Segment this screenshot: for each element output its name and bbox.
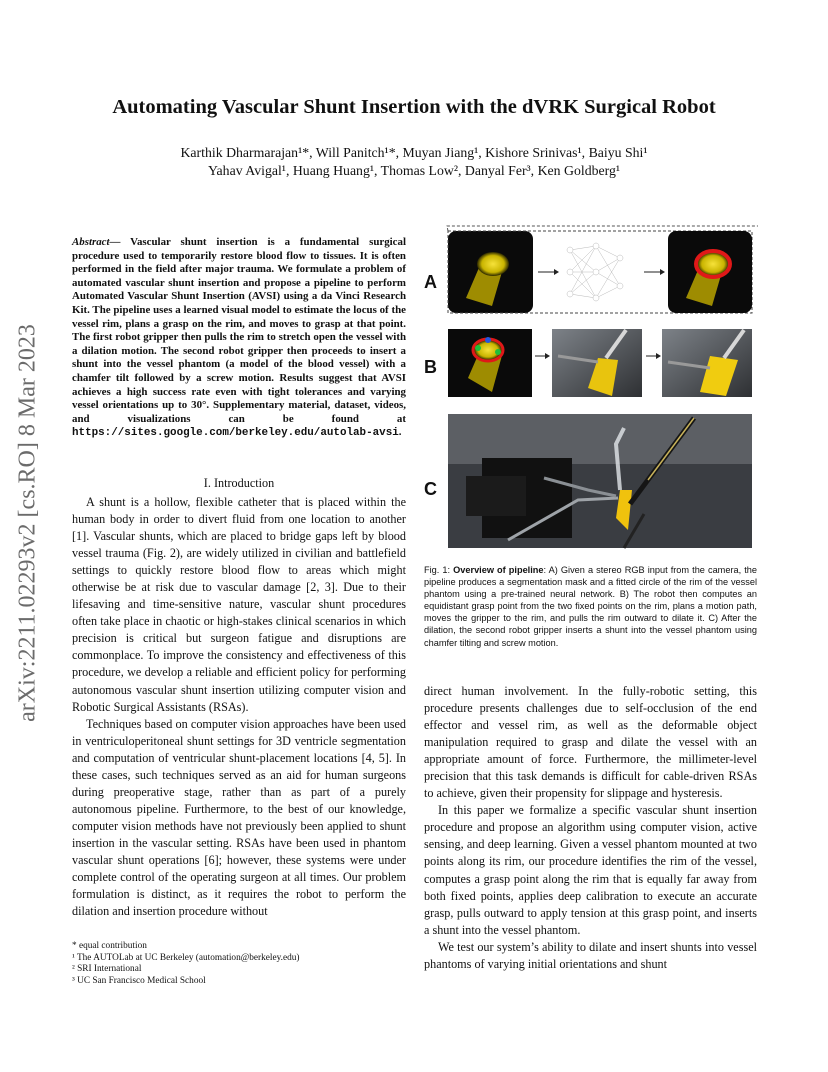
authors-line-2: Yahav Avigal¹, Huang Huang¹, Thomas Low², Danyal Fer³, Ken Goldberg¹ — [207, 163, 621, 178]
abstract: Abstract— Vascular shunt insertion is a fundamental surgical procedure used to temporarily restore blood flow to tissues. It is often performed in the field after major trauma. We formulate a problem of automated vascular shunt insertion and propose a pipeline to perform Automated Vascular Shunt Insertion (AVSI) using a da Vinci Research Kit. The pipeline uses a learned visual model to estimate the locus of the vessel rim, plans a grasp on the rim, and moves to grasp at that point. The first robot gripper then pulls the rim to stretch open the vessel with a dilation motion. The second robot gripper then proceeds to insert a shunt into the vessel phantom (a model of the blood vessel) with a chamfer tilt followed by a screw motion. Results suggest that AVSI achieves a high success rate even with tight tolerances and varying vessel orientations up to 30°. Supplementary material, dataset, videos, and visualizations can be found at https://sites.google.com/berkeley.edu/autolab-avsi. — [72, 236, 406, 440]
paper-title: Automating Vascular Shunt Insertion with the dVRK Surgical Robot — [112, 96, 716, 118]
figure-1-caption: Fig. 1: Overview of pipeline: A) Given a stereo RGB input from the camera, the pipeline produces a segmentation mask and a fitted circle of the rim of the vessel phantom using a pre-trained neural network. B) The robot then computes an equidistant grasp point from the two fixed points on the rim, plans a motion path, moves the gripper to the rim, and pulls the rim outward to dilate it. C) After the dilation, the second robot gripper inserts a shunt into the vessel phantom using chamfer tilting and screw motion. — [424, 565, 758, 648]
footnote: ³ UC San Francisco Medical School — [72, 976, 206, 987]
neural-network-icon — [567, 243, 623, 301]
right-paragraph-1: direct human involvement. In the fully-robotic setting, this procedure presents challenges due to self-occlusion of the end effector and vessel rim, as well as the deformable object manipulation required to grasp and dilate the vessel with an appropriate amount of force. Furthermore, the millimeter-level precision that this task demands is difficult for cable-driven RSAs to achieve, given their propensity for slippage and hysteresis. — [424, 684, 757, 801]
abstract-label: Abstract — [72, 236, 110, 248]
panel-label-a: A — [424, 272, 437, 292]
fixed-point — [475, 345, 481, 351]
intro-paragraph-2: Techniques based on computer vision approaches have been used in ventriculoperitoneal shunt settings for 3D ventricle segmentation and computation of ventricular shunt-placement locations [4, 5]. In these cases, such techniques served as an aid for human surgeons during preoperative stage, rather than as part of a purely autonomous pipeline. Furthermore, to the best of our knowledge, computer vision methods have not previously been applied to shunt insertion in the vascular setting. RSAs have been used in phantom vascular shunt operations [6]; however, these systems were under complete control of the operating surgeon at all times. Our problem formulation is distinct, as it requires the robot to perform the dilation and insertion procedure without — [72, 716, 406, 919]
right-paragraph-3: We test our system’s ability to dilate and insert shunts into vessel phantoms of varying initial orientations and shunt — [424, 939, 757, 971]
vessel-rim — [477, 252, 509, 276]
arxiv-stamp — [8, 288, 48, 758]
arxiv-id: arXiv:2211.02293v2 [cs.RO] 8 Mar 2023 — [14, 324, 41, 722]
intro-paragraph-1: A shunt is a hollow, flexible catheter that is placed within the human body in order to divert fluid from one location to another [1]. Vascular shunts, which are placed to bridge gaps left by blood vessel trauma (Fig. 2), are widely utilized in civilian and battlefield settings to quickly restore blood flow to areas which might otherwise be at risk due to vascular damage [2, 3]. Due to their lifesaving and time-sensitive nature, vascular shunt procedures often take place in chaotic or high-stakes clinical scenarios in which precision is critical but surgeon fatigue and disruptions are commonplace. To improve the consistency and effectiveness of this procedure, we develop a reliable and efficient policy for performing autonomous vascular shunt insertion utilizing computer vision and Robotic Surgical Assistants (RSAs). — [72, 495, 406, 714]
dashed-border — [447, 226, 758, 231]
fixed-point — [495, 349, 501, 355]
footnote: * equal contribution — [72, 941, 147, 951]
right-column-body — [424, 683, 757, 973]
panel-label-c: C — [424, 479, 437, 499]
footnote: ¹ The AUTOLab at UC Berkeley (automation@berkeley.edu) — [72, 952, 300, 963]
figure-1 — [424, 228, 758, 548]
footnote: ² SRI International — [72, 964, 142, 975]
figure-1-graphic — [424, 228, 758, 548]
section-heading: I. Introduction — [203, 476, 275, 490]
author-list — [0, 144, 828, 180]
panel-label-b: B — [424, 357, 437, 377]
right-paragraph-2: In this paper we formalize a specific vascular shunt insertion procedure and propose an algorithm using computer vision, active sensing, and deep learning. Given a vessel phantom mounted at two points along its rim, our procedure identifies the rim of the vessel, computes a grasp point along the rim that is equally far away from both fixed points, applies deep calibration to execute an accurate grasp, pulls outward to apply tension at this grasp point, and inserts a shunt into the vessel phantom. — [424, 803, 757, 937]
authors-line-1: Karthik Dharmarajan¹*, Will Panitch¹*, Muyan Jiang¹, Kishore Srinivas¹, Baiyu Shi¹ — [180, 145, 648, 160]
footnotes — [72, 941, 406, 988]
caption-title: Overview of pipeline — [453, 565, 544, 575]
abstract-text: — Vascular shunt insertion is a fundamental surgical procedure used to temporarily restore blood flow to tissues. It is often performed in the field after major trauma. We formulate a problem of automated vascular shunt insertion and propose a pipeline to perform Automated Vascular Shunt Insertion (AVSI) using a da Vinci Research Kit. The pipeline uses a learned visual model to estimate the locus of the vessel rim, plans a grasp on the rim, and moves to grasp at that point. The first robot gripper then pulls the rim to stretch open the vessel with a dilation motion. The second robot gripper then proceeds to insert a shunt into the vessel phantom (a model of the blood vessel) with a chamfer tilt followed by a screw motion. Results suggest that AVSI achieves a high success rate even with tight tolerances and varying vessel orientations up to 30°. Supplementary material, dataset, videos, and visualizations can be found at — [72, 236, 406, 425]
intro-body — [72, 494, 406, 920]
grasp-point — [485, 337, 491, 343]
caption-text: : A) Given a stereo RGB input from the camera, the pipeline produces a segmentation mask and a fitted circle of the rim of the vessel phantom using a pre-trained neural network. B) The robot then computes an equidistant grasp point from the two fixed points on the rim, plans a motion path, moves the gripper to the rim, and pulls the rim outward to dilate it. C) After the dilation, the second robot gripper inserts a shunt into the vessel phantom using chamfer tilting and screw motion. — [424, 565, 758, 648]
abstract-url[interactable]: https://sites.google.com/berkeley.edu/autolab-avsi — [72, 427, 399, 440]
